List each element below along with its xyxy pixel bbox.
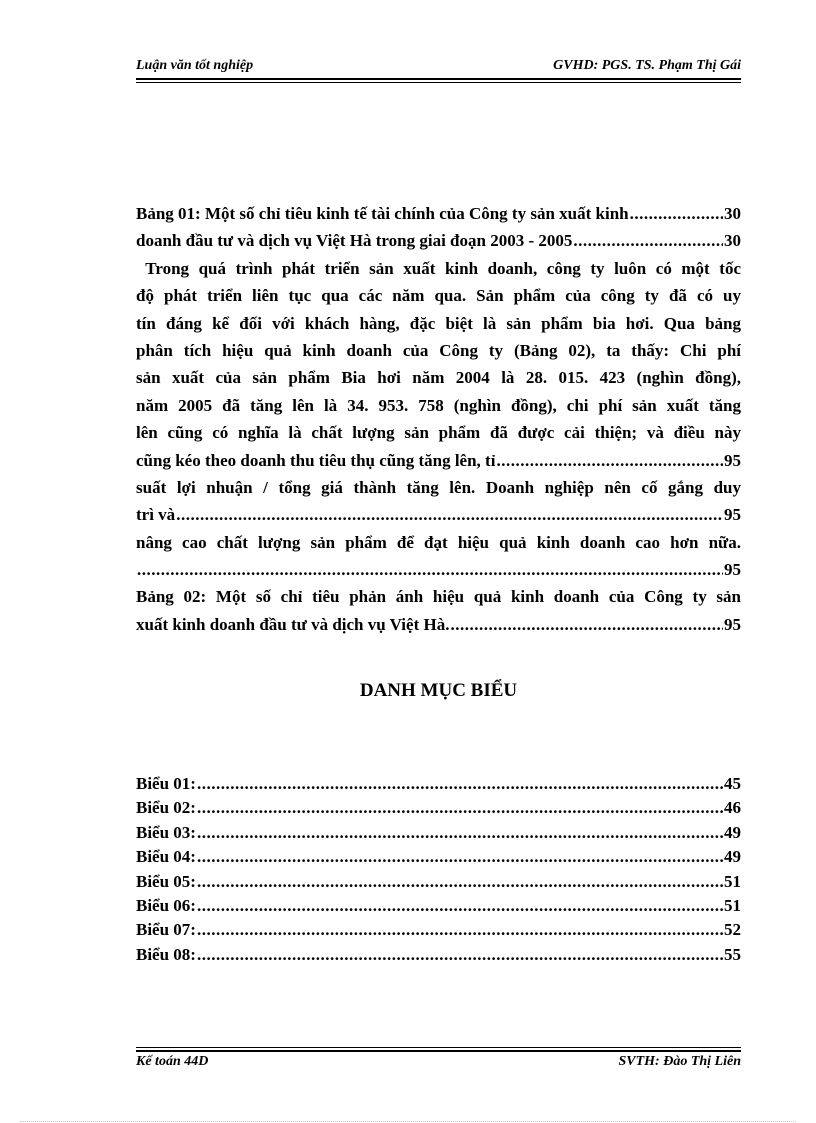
footer-rule bbox=[136, 1050, 741, 1052]
toc-entry-text: trì và bbox=[136, 505, 176, 525]
toc-leader-dots bbox=[176, 501, 723, 528]
paragraph-line: tín đáng kể đối với khách hàng, đặc biệt là sản phẩm bia hơi. Qua bảng bbox=[136, 313, 741, 333]
chart-list-label: Biểu 07: bbox=[136, 920, 196, 940]
toc-leader-dots bbox=[573, 227, 723, 254]
toc-entry-text: Bảng 01: Một số chỉ tiêu kinh tế tài chính của Công ty sản xuất kinh bbox=[136, 204, 629, 223]
chart-list-item bbox=[136, 845, 741, 869]
paragraph-line: sản xuất của sản phẩm Bia hơi năm 2004 là 28. 015. 423 (nghìn đồng), bbox=[136, 368, 741, 388]
toc-leader-dots bbox=[450, 611, 723, 638]
chart-list-label: Biểu 08: bbox=[136, 944, 196, 964]
toc-entry-page: 30 bbox=[724, 204, 741, 223]
footer-class-label: Kế toán 44D bbox=[136, 1054, 209, 1069]
chart-list-page: 55 bbox=[724, 944, 741, 964]
chart-list-label: Biểu 01: bbox=[136, 774, 196, 793]
toc-leader-dots bbox=[197, 821, 723, 845]
chart-list-page: 49 bbox=[724, 847, 741, 867]
paragraph-line: phân tích hiệu quả kinh doanh của Công ty (Bảng 02), ta thấy: Chi phí bbox=[136, 340, 741, 360]
toc-entry-page: 95 bbox=[724, 614, 741, 634]
toc-entry-text: cũng kéo theo doanh thu tiêu thụ cũng tăng lên, tỉ bbox=[136, 450, 496, 470]
chart-list-page: 46 bbox=[724, 798, 741, 818]
toc-leader-dots bbox=[197, 943, 723, 967]
header-rule-thin bbox=[136, 82, 741, 83]
chart-list-item bbox=[136, 918, 741, 942]
chart-list-label: Biểu 03: bbox=[136, 822, 196, 842]
toc-leader-dots bbox=[197, 870, 723, 894]
toc-entry-page: 95 bbox=[724, 505, 741, 525]
toc-entry-page: 30 bbox=[724, 231, 741, 251]
toc-leader-dots bbox=[496, 447, 723, 474]
chart-list-page: 45 bbox=[724, 774, 741, 793]
toc-entry bbox=[136, 501, 741, 528]
chart-list-label: Biểu 05: bbox=[136, 871, 196, 891]
paragraph-line: lên cũng có nghĩa là chất lượng sản phẩm đã được cải thiện; và điều này bbox=[136, 423, 741, 443]
chart-list-label: Biểu 04: bbox=[136, 847, 196, 867]
chart-list-item bbox=[136, 796, 741, 820]
paragraph-line: Trong quá trình phát triển sản xuất kinh doanh, công ty luôn có một tốc bbox=[136, 258, 741, 278]
toc-entry bbox=[136, 556, 741, 583]
paragraph-line: nâng cao chất lượng sản phẩm để đạt hiệu quả kinh doanh cao hơn nữa. bbox=[136, 532, 741, 552]
chart-list-label: Biểu 06: bbox=[136, 895, 196, 915]
footer-student: SVTH: Đào Thị Liên bbox=[618, 1054, 741, 1069]
chart-list-item bbox=[136, 894, 741, 918]
header-thesis-label: Luận văn tốt nghiệp bbox=[136, 58, 254, 73]
toc-entry bbox=[136, 227, 741, 254]
toc-leader-dots bbox=[137, 556, 723, 583]
toc-entry bbox=[136, 611, 741, 638]
paragraph-line: năm 2005 đã tăng lên là 34. 953. 758 (nghìn đồng), chi phí sản xuất tăng bbox=[136, 395, 741, 415]
paragraph-line: độ phát triển liên tục qua các năm qua. Sản phẩm của công ty đã có uy bbox=[136, 286, 741, 306]
toc-entry-page: 95 bbox=[724, 450, 741, 470]
chart-list-label: Biểu 02: bbox=[136, 798, 196, 818]
toc-leader-dots bbox=[197, 796, 723, 820]
header-advisor: GVHD: PGS. TS. Phạm Thị Gái bbox=[553, 58, 741, 73]
chart-list-page: 51 bbox=[724, 895, 741, 915]
document-body bbox=[136, 200, 741, 638]
chart-list-page: 49 bbox=[724, 822, 741, 842]
toc-leader-dots bbox=[630, 200, 723, 227]
header-rule bbox=[136, 78, 741, 80]
page-edge bbox=[20, 1121, 796, 1122]
toc-leader-dots bbox=[197, 772, 723, 796]
toc-entry-text: doanh đầu tư và dịch vụ Việt Hà trong giai đoạn 2003 - 2005 bbox=[136, 231, 573, 251]
chart-list bbox=[136, 772, 741, 967]
paragraph-line: Bảng 02: Một số chỉ tiêu phản ánh hiệu quả kinh doanh của Công ty sản bbox=[136, 587, 741, 607]
toc-leader-dots bbox=[197, 845, 723, 869]
toc-entry bbox=[136, 447, 741, 474]
toc-entry bbox=[136, 200, 741, 227]
chart-list-item bbox=[136, 870, 741, 894]
page-footer bbox=[136, 1054, 741, 1074]
toc-leader-dots bbox=[197, 918, 723, 942]
chart-list-item bbox=[136, 821, 741, 845]
footer-rule-thin bbox=[136, 1047, 741, 1048]
chart-list-page: 51 bbox=[724, 871, 741, 891]
toc-leader-dots bbox=[197, 894, 723, 918]
chart-list-item bbox=[136, 943, 741, 967]
chart-list-page: 52 bbox=[724, 920, 741, 940]
paragraph-line: suất lợi nhuận / tổng giá thành tăng lên. Doanh nghiệp nên cố gắng duy bbox=[136, 477, 741, 497]
chart-list-item bbox=[136, 772, 741, 796]
toc-entry-page: 95 bbox=[724, 560, 741, 580]
section-title: DANH MỤC BIỂU bbox=[359, 680, 518, 701]
toc-entry-text: xuất kinh doanh đầu tư và dịch vụ Việt Hà. bbox=[136, 614, 450, 634]
page-header bbox=[136, 58, 741, 78]
